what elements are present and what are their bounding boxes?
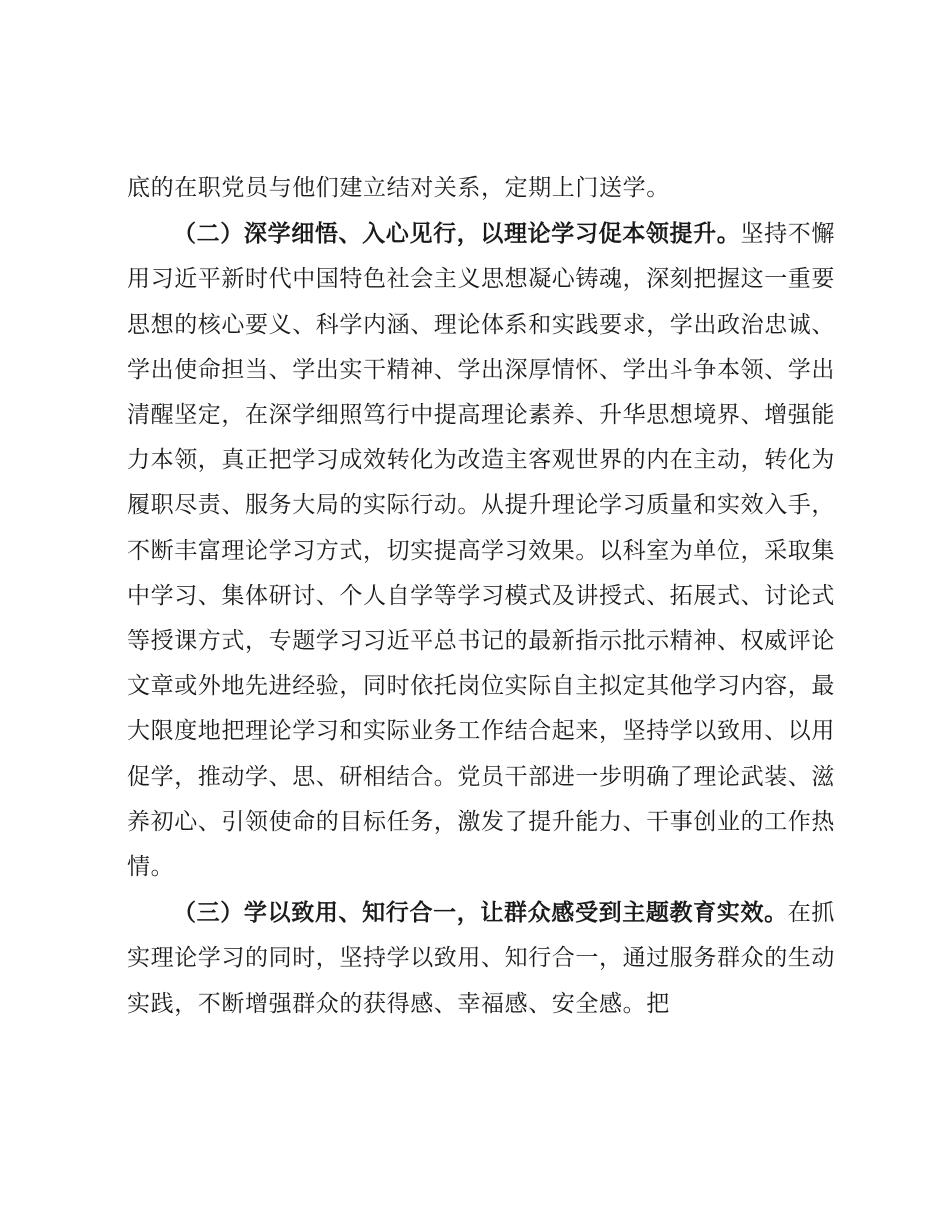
- section-heading: （二）深学细悟、入心见行，以理论学习促本领提升。: [173, 220, 741, 248]
- section-heading: （三）学以致用、知行合一，让群众感受到主题教育实效。: [173, 899, 788, 927]
- paragraph-body: 坚持不懈用习近平新时代中国特色社会主义思想凝心铸魂，深刻把握这一重要思想的核心要义、科学内涵、理论体系和实践要求，学出政治忠诚、学出使命担当、学出实干精神、学出深厚情怀、学出斗争本领、学出清醒坚定，在深学细照笃行中提高理论素养、升华思想境界、增强能力本领，真正把学习成效转化为改造主客观世界的内在主动，转化为履职尽责、服务大局的实际行动。从提升理论学习质量和实效入手，不断丰富理论学习方式，切实提高学习效果。以科室为单位，采取集中学习、集体研讨、个人自学等学习模式及讲授式、拓展式、讨论式等授课方式，专题学习习近平总书记的最新指示批示精神、权威评论文章或外地先进经验，同时依托岗位实际自主拟定其他学习内容，最大限度地把理论学习和实际业务工作结合起来，坚持学以致用、以用促学，推动学、思、研相结合。党员干部进一步明确了理论武装、滋养初心、引领使命的目标任务，激发了提升能力、干事创业的工作热情。: [127, 221, 836, 881]
- paragraph-continuation: [127, 166, 835, 211]
- paragraph-section-3: [127, 890, 835, 1027]
- paragraph-body: 底的在职党员与他们建立结对关系，定期上门送学。: [127, 175, 670, 201]
- document-body: [127, 166, 835, 1027]
- paragraph-body: 在抓实理论学习的同时，坚持学以致用、知行合一，通过服务群众的生动实践，不断增强群众的获得感、幸福感、安全感。把: [127, 900, 835, 1017]
- paragraph-section-2: [127, 211, 835, 890]
